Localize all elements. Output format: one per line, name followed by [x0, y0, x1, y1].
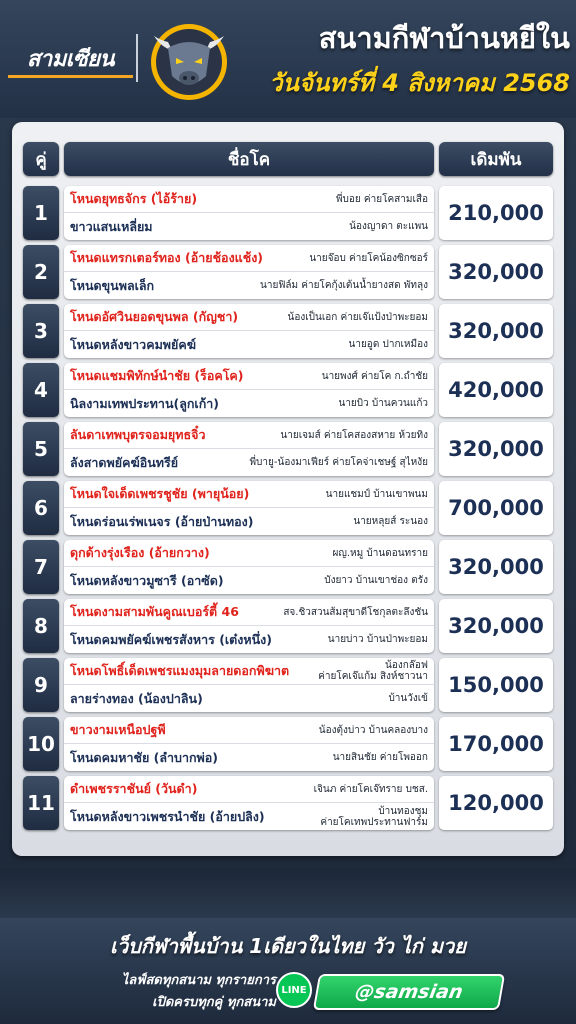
red-owner-line: นายจ๊อบ ค่ายโคน้องซิกซอร์	[309, 252, 428, 264]
red-owner-line: น้องตุ้งบ่าว บ้านคลองบาง	[318, 724, 428, 736]
pair-number: 3	[23, 304, 59, 358]
red-owner-sub: ค่ายโคเจ๊แก้ม สิงห์ชาวนา	[318, 671, 428, 682]
red-bull-name: ขาวงามเหนือปฐพี	[70, 722, 166, 737]
stadium-title: สนามกีฬาบ้านหยีใน	[318, 21, 570, 55]
blue-owner	[349, 339, 429, 350]
red-bull-name: ดุกด้างรุ่งเรือง (อ้ายกวาง)	[70, 545, 210, 560]
red-owner	[318, 660, 428, 682]
blue-bull-name: โหนดหลังขาวมูซารี (อาซัด)	[70, 572, 224, 588]
pair-number: 10	[23, 717, 59, 771]
blue-bull-name: โหนดขุนพลเล็ก	[70, 277, 155, 293]
bet-amount: 320,000	[439, 304, 553, 358]
match-row	[12, 540, 564, 594]
brand-logo: สามเซียน	[8, 42, 133, 78]
match-row	[12, 658, 564, 712]
blue-owner	[338, 398, 428, 409]
pair-number: 8	[23, 599, 59, 653]
red-bull-name: โหนดใจเด็ดเพชรชูชัย (พายุน้อย)	[70, 486, 250, 501]
match-row	[12, 186, 564, 240]
red-owner	[336, 194, 428, 205]
bull-head-icon	[146, 14, 232, 104]
blue-bull-name: ขาวแสนเหลี่ยม	[70, 218, 153, 234]
red-owner	[322, 371, 428, 382]
blue-owner	[249, 457, 428, 468]
match-card	[12, 122, 564, 856]
blue-owner	[349, 221, 428, 232]
bull-names	[64, 245, 434, 299]
bull-names	[64, 599, 434, 653]
bet-amount: 150,000	[439, 658, 553, 712]
blue-owner	[324, 575, 428, 586]
blue-owner-line: นายฟิล์ม ค่ายโคกุ้งเต้นน้ำยางสด พัทลุง	[260, 280, 428, 291]
red-bull-name: ดำเพชรราชันย์ (วันดำ)	[70, 781, 198, 796]
bet-amount: 320,000	[439, 599, 553, 653]
blue-corner	[64, 213, 434, 240]
blue-owner	[320, 806, 428, 828]
match-row	[12, 481, 564, 535]
red-bull-name: โหนดโพธิ์เด็ดเพชรแมงมุมลายดอกพิฆาต	[70, 663, 290, 678]
red-bull-name: โหนดอัศวินยอดขุนพล (กัญชา)	[70, 309, 239, 324]
blue-owner-line: น้องญาดา ตะแพน	[349, 221, 428, 232]
pair-number: 2	[23, 245, 59, 299]
blue-owner-line: บ้านวังเข้	[388, 693, 428, 704]
pair-number: 9	[23, 658, 59, 712]
pair-number: 11	[23, 776, 59, 830]
blue-corner	[64, 331, 434, 358]
blue-owner-sub: ค่ายโคเทพประทานฟาร์ม	[320, 816, 428, 828]
bull-names	[64, 422, 434, 476]
bet-amount: 700,000	[439, 481, 553, 535]
footer-stripe	[0, 868, 576, 918]
blue-owner	[353, 516, 428, 527]
pair-number: 4	[23, 363, 59, 417]
red-bull-name: โหนดแชมพิทักษ์นำชัย (ร็อคโค)	[70, 368, 244, 383]
bet-amount: 320,000	[439, 422, 553, 476]
red-corner	[64, 540, 434, 567]
blue-owner	[328, 634, 428, 645]
match-row	[12, 422, 564, 476]
red-bull-name: ลันดาเทพบุตรจอมยุทธจิ๋ว	[70, 427, 206, 442]
red-owner-line: นายพงศ์ ค่ายโค ก.ถำชัย	[321, 370, 428, 382]
red-owner-line: น้องเป็นเอก ค่ายเจ๊แป้งป่าพะยอม	[287, 311, 428, 323]
red-owner-line: พี่บอย ค่ายโคสามเสือ	[335, 193, 428, 205]
red-corner	[64, 245, 434, 272]
blue-corner	[64, 390, 434, 417]
bull-names	[64, 540, 434, 594]
line-id-label: @samsian	[353, 981, 465, 1003]
event-date: วันจันทร์ที่ 4 สิงหาคม 2568	[269, 69, 570, 97]
blue-owner	[260, 280, 428, 291]
match-row	[12, 363, 564, 417]
column-header-name: ชื่อโค	[64, 142, 434, 176]
red-owner-line: น้องกล๊อฟ	[385, 660, 428, 671]
bull-names	[64, 304, 434, 358]
blue-owner-line: พี่บายู-น้องมาเฟียร์ ค่ายโคจ่าเชษฐ์ สุไหงัย	[249, 457, 428, 468]
red-owner	[319, 725, 428, 736]
bet-amount: 320,000	[439, 245, 553, 299]
blue-owner-line: บ้านทองชุม	[378, 805, 428, 817]
match-row	[12, 245, 564, 299]
blue-bull-name: นิลงามเทพประทาน(ลูกเก้า)	[70, 395, 219, 411]
red-bull-name: โหนดยุทธจักร (ไอ้ร้าย)	[70, 191, 198, 206]
red-owner	[333, 548, 429, 559]
blue-owner-line: นายหลุยส์ ระนอง	[353, 516, 428, 527]
match-row	[12, 304, 564, 358]
match-row	[12, 776, 564, 830]
match-row	[12, 599, 564, 653]
red-owner-line: นายแชมป์ บ้านเขาพนม	[325, 488, 428, 500]
red-corner	[64, 186, 434, 213]
footer-slogan: เว็บกีฬาพื้นบ้าน 1เดียวในไทย วัว ไก่ มวย	[110, 934, 466, 958]
blue-owner-line: นายอูด ปากเหมือง	[348, 339, 428, 350]
line-id-button[interactable]	[313, 974, 505, 1010]
pair-number: 5	[23, 422, 59, 476]
blue-bull-name: ลังสาดพยัคฆ์อินทรีย์	[70, 454, 179, 470]
red-bull-name: โหนดแทรกเตอร์ทอง (อ้ายช้องแช้ง)	[70, 250, 264, 265]
red-bull-name: โหนดงามสามพันคูณเบอร์ตี้ 46	[70, 604, 239, 619]
blue-bull-name: โหนดหลังขาวคมพยัคฆ์	[70, 336, 197, 352]
blue-owner	[388, 693, 428, 704]
blue-bull-name: โหนดคมพยัคฆ์เพชรสังหาร (เต๋งหนึ่ง)	[70, 631, 272, 647]
blue-corner	[64, 272, 434, 299]
blue-owner	[333, 752, 428, 763]
pair-number: 1	[23, 186, 59, 240]
red-corner	[64, 717, 434, 744]
red-owner-line: นายเจมส์ ค่ายโคสองสหาย ห้วยทิง	[280, 429, 428, 441]
bull-names	[64, 776, 434, 830]
bull-names	[64, 717, 434, 771]
red-owner-line: ผญ.หมู บ้านดอนทราย	[332, 547, 428, 559]
blue-corner	[64, 744, 434, 771]
footer-line-2: เปิดครบทุกคู่ ทุกสนาม	[152, 995, 276, 1010]
bull-names	[64, 481, 434, 535]
bet-amount: 120,000	[439, 776, 553, 830]
red-corner	[64, 481, 434, 508]
blue-bull-name: โหนดหลังขาวเพชรนำชัย (อ้ายปลิง)	[70, 808, 265, 824]
blue-corner	[64, 626, 434, 653]
bull-names	[64, 186, 434, 240]
pair-number: 6	[23, 481, 59, 535]
column-header-bet: เดิมพัน	[439, 142, 553, 176]
blue-owner-line: บังยาว บ้านเขาช่อง ตรัง	[324, 575, 428, 586]
bet-amount: 210,000	[439, 186, 553, 240]
blue-corner	[64, 685, 434, 712]
red-corner	[64, 304, 434, 331]
brand-divider	[136, 34, 138, 82]
blue-bull-name: ลายร่างทอง (น้องปาลิน)	[70, 690, 203, 706]
blue-corner	[64, 567, 434, 594]
blue-owner-line: นายบิว บ้านควนแก้ว	[338, 398, 428, 409]
red-corner	[64, 658, 434, 685]
blue-corner	[64, 803, 434, 830]
red-owner-line: สจ.ชิวสวนส้มสุขาดีโชกุลตะลึงชัน	[283, 606, 428, 618]
bet-amount: 170,000	[439, 717, 553, 771]
pair-number: 7	[23, 540, 59, 594]
blue-owner-line: นายสินชัย ค่ายโพออก	[332, 752, 428, 763]
blue-bull-name: โหนดร่อนเร่พเนจร (อ้ายป่านทอง)	[70, 513, 254, 529]
red-owner	[280, 430, 428, 441]
red-owner-line: เจินภ ค่ายโคเจ๊ทราย บชส.	[313, 783, 428, 795]
blue-corner	[64, 508, 434, 535]
bull-names	[64, 658, 434, 712]
bet-amount: 420,000	[439, 363, 553, 417]
column-header-pair: คู่	[23, 142, 59, 176]
match-row	[12, 717, 564, 771]
red-owner	[326, 489, 428, 500]
red-corner	[64, 363, 434, 390]
red-corner	[64, 422, 434, 449]
red-owner	[283, 607, 428, 618]
bull-names	[64, 363, 434, 417]
blue-bull-name: โหนดคมหาชัย (ลำบากพ่อ)	[70, 749, 219, 765]
red-corner	[64, 776, 434, 803]
footer-line-1: ไลฟ์สดทุกสนาม ทุกรายการ	[121, 973, 276, 988]
bet-amount: 320,000	[439, 540, 553, 594]
red-owner	[314, 784, 428, 795]
red-owner	[288, 312, 428, 323]
line-app-icon[interactable]: LINE	[276, 972, 312, 1008]
red-corner	[64, 599, 434, 626]
blue-corner	[64, 449, 434, 476]
red-owner	[309, 253, 428, 264]
blue-owner-line: นายบ่าว บ้านป่าพะยอม	[327, 634, 428, 645]
